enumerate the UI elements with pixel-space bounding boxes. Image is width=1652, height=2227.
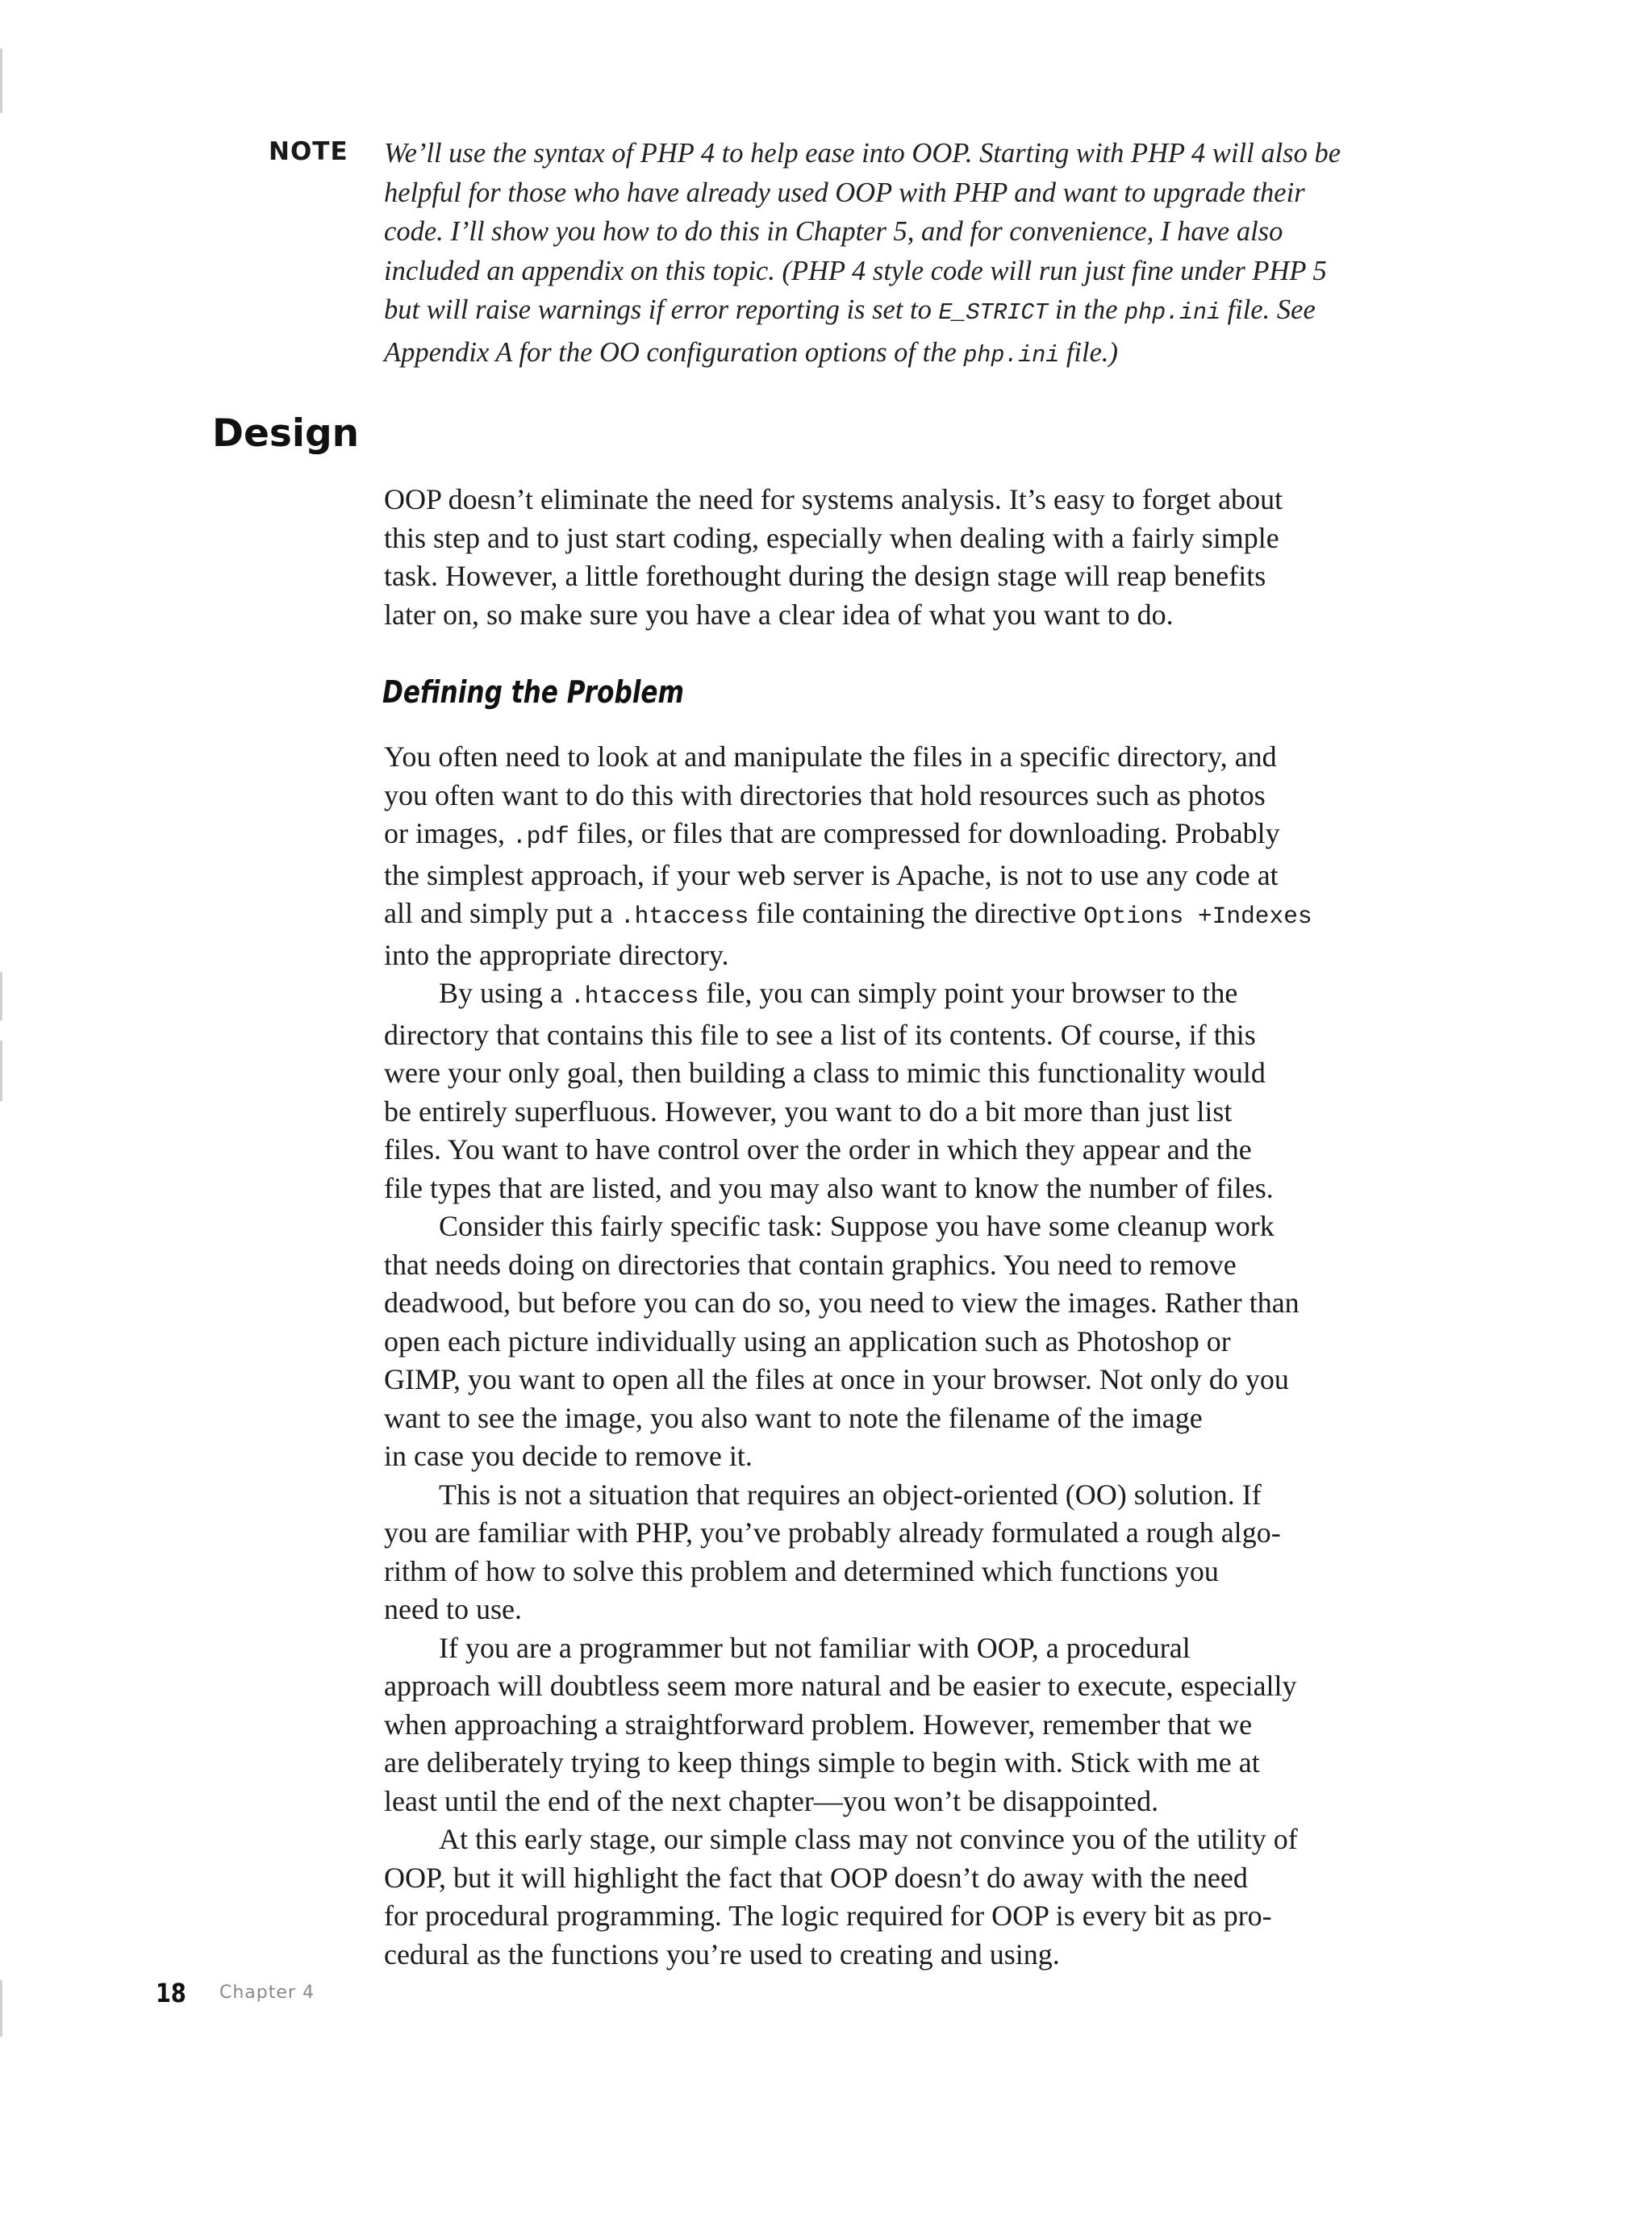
page-number: 18 <box>156 1978 186 2008</box>
text-line <box>384 1437 1457 1476</box>
text-run: By using a <box>439 977 571 1009</box>
text-run: Appendix A for the OO configuration options of the <box>384 336 964 368</box>
text-run: open each picture individually using an application such as Photoshop or <box>384 1324 1231 1357</box>
text-run: but will raise warnings if error reporting is set to <box>384 294 939 325</box>
text-run: code. I’ll show you how to do this in Chapter 5, and for convenience, I have also <box>384 216 1283 247</box>
inline-code: .htaccess <box>570 982 699 1010</box>
section-intro <box>384 481 1457 634</box>
text-run: you often want to do this with directories that hold resources such as photos <box>384 778 1266 811</box>
text-line <box>384 1783 1457 1821</box>
text-line <box>384 738 1457 777</box>
text-line <box>384 1016 1457 1055</box>
text-line <box>384 777 1457 815</box>
text-run: files. You want to have control over the order in which they appear and the <box>384 1133 1252 1166</box>
text-line <box>384 974 1457 1016</box>
text-line <box>384 1170 1457 1208</box>
text-run: OOP doesn’t eliminate the need for systems analysis. It’s easy to forget about <box>384 483 1283 515</box>
text-run: in the <box>1048 294 1125 325</box>
text-run: later on, so make sure you have a clear idea of what you want to do. <box>384 598 1174 631</box>
text-line <box>384 1361 1457 1399</box>
text-line <box>384 212 1457 252</box>
text-run: Consider this fairly specific task: Suppose you have some cleanup work <box>439 1210 1274 1242</box>
text-run: cedural as the functions you’re used to creating and using. <box>384 1937 1060 1971</box>
subsection-heading: Defining the Problem <box>382 674 685 710</box>
text-run: file. See <box>1220 294 1316 325</box>
note-body <box>384 134 1457 375</box>
text-line <box>384 173 1457 213</box>
text-run: directory that contains this file to see a list of its contents. Of course, if this <box>384 1018 1256 1051</box>
scan-edge-mark <box>0 1041 2 1101</box>
text-line <box>384 519 1457 558</box>
text-line <box>384 857 1457 895</box>
text-run: This is not a situation that requires an object-oriented (OO) solution. If <box>439 1478 1262 1511</box>
text-run: or images, <box>384 817 512 849</box>
subsection-body <box>384 738 1457 1974</box>
text-line <box>384 134 1457 173</box>
text-run: included an appendix on this topic. (PHP 4 style code will run just fine under PHP 5 <box>384 255 1327 286</box>
text-line <box>384 1323 1457 1362</box>
text-line <box>384 1246 1457 1285</box>
text-run: task. However, a little forethought during the design stage will reap benefits <box>384 560 1266 592</box>
text-line <box>384 1399 1457 1438</box>
text-run: this step and to just start coding, especially when dealing with a fairly simple <box>384 521 1279 554</box>
text-run: If you are a programmer but not familiar with OOP, a procedural <box>439 1631 1191 1664</box>
text-run: At this early stage, our simple class may not convince you of the utility of <box>439 1823 1298 1855</box>
text-run: for procedural programming. The logic required for OOP is every bit as pro- <box>384 1900 1272 1932</box>
note-label: NOTE <box>269 137 348 166</box>
text-line <box>384 1553 1457 1591</box>
text-run: the simplest approach, if your web server is Apache, is not to use any code at <box>384 858 1279 891</box>
text-line <box>384 481 1457 519</box>
text-run: OOP, but it will highlight the fact that OOP doesn’t do away with the need <box>384 1861 1248 1894</box>
text-run: want to see the image, you also want to note the filename of the image <box>384 1401 1203 1434</box>
inline-code: php.ini <box>1124 300 1220 326</box>
text-line <box>384 1897 1457 1936</box>
text-line <box>384 1514 1457 1553</box>
text-run: file types that are listed, and you may also want to know the number of files. <box>384 1171 1274 1204</box>
text-run: all and simply put a <box>384 897 620 929</box>
text-line <box>384 1284 1457 1323</box>
text-run: files, or files that are compressed for downloading. Probably <box>569 817 1280 849</box>
text-run: GIMP, you want to open all the files at once in your browser. Not only do you <box>384 1363 1289 1395</box>
text-run: need to use. <box>384 1593 522 1625</box>
text-line <box>384 895 1457 936</box>
text-run: that needs doing on directories that contain graphics. You need to remove <box>384 1248 1237 1281</box>
text-line <box>384 1591 1457 1629</box>
text-run: file, you can simply point your browser to the <box>699 977 1238 1009</box>
text-line <box>384 1629 1457 1668</box>
text-run: be entirely superfluous. However, you want to do a bit more than just list <box>384 1095 1233 1128</box>
inline-code: .pdf <box>511 823 569 850</box>
inline-code: E_STRICT <box>938 300 1049 326</box>
text-run: were your only goal, then building a class to mimic this functionality would <box>384 1057 1266 1089</box>
chapter-label: Chapter 4 <box>219 1983 315 2003</box>
text-line <box>384 1131 1457 1170</box>
text-run: rithm of how to solve this problem and determined which functions you <box>384 1554 1219 1587</box>
text-line <box>384 1207 1457 1246</box>
text-run: helpful for those who have already used OOP with PHP and want to upgrade their <box>384 177 1305 208</box>
text-line <box>384 290 1457 333</box>
text-run: file.) <box>1059 336 1119 368</box>
text-run: least until the end of the next chapter—you won’t be disappointed. <box>384 1784 1159 1817</box>
text-run: deadwood, but before you can do so, you need to view the images. Rather than <box>384 1287 1299 1319</box>
text-line <box>384 333 1457 376</box>
text-line <box>384 557 1457 596</box>
scan-edge-mark <box>0 48 2 113</box>
text-line <box>384 252 1457 291</box>
text-run: are deliberately trying to keep things simple to begin with. Stick with me at <box>384 1746 1260 1779</box>
text-line <box>384 1476 1457 1515</box>
scan-edge-mark <box>0 1980 2 2037</box>
text-run: We’ll use the syntax of PHP 4 to help ease into OOP. Starting with PHP 4 will also be <box>384 138 1341 169</box>
text-line <box>384 1054 1457 1093</box>
text-run: in case you decide to remove it. <box>384 1440 753 1472</box>
text-run: into the appropriate directory. <box>384 938 729 971</box>
text-line <box>384 1936 1457 1975</box>
inline-code: .htaccess <box>620 903 749 930</box>
inline-code: Options +Indexes <box>1083 903 1312 930</box>
text-run: you are familiar with PHP, you’ve probably already formulated a rough algo- <box>384 1516 1281 1549</box>
scan-edge-mark <box>0 972 2 1020</box>
section-heading: Design <box>212 411 360 456</box>
text-line <box>384 1706 1457 1745</box>
text-line <box>384 1744 1457 1783</box>
text-line <box>384 1820 1457 1859</box>
text-line <box>384 936 1457 975</box>
text-run: when approaching a straightforward problem. However, remember that we <box>384 1708 1253 1741</box>
text-line <box>384 596 1457 635</box>
text-line <box>384 815 1457 857</box>
text-run: file containing the directive <box>749 897 1084 929</box>
text-run: approach will doubtless seem more natural and be easier to execute, especially <box>384 1670 1297 1702</box>
text-line <box>384 1859 1457 1898</box>
text-run: You often need to look at and manipulate the files in a specific directory, and <box>384 740 1277 773</box>
inline-code: php.ini <box>963 342 1060 369</box>
text-line <box>384 1093 1457 1132</box>
text-line <box>384 1667 1457 1706</box>
